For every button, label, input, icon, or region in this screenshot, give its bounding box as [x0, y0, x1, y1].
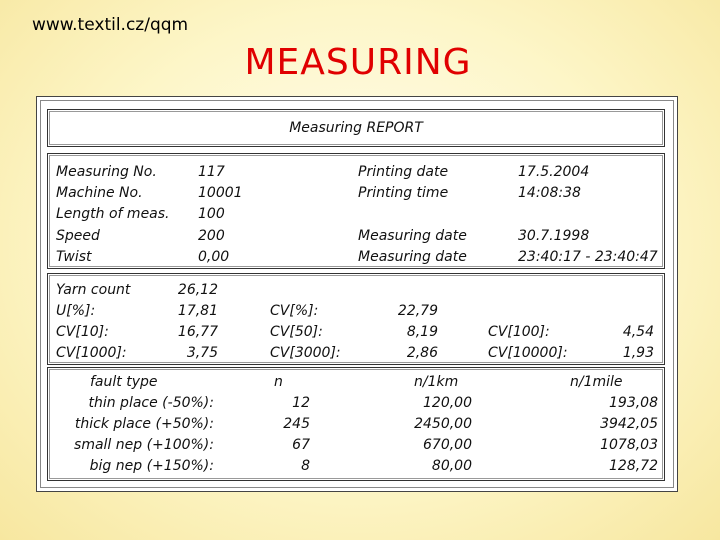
site-url: www.textil.cz/qqm [32, 15, 189, 35]
machine-no-value: 10001 [198, 185, 243, 201]
fault-type: thick place (+50%): [74, 416, 214, 432]
speed-value: 200 [198, 228, 225, 244]
measuring-date-label: Measuring date [358, 228, 467, 244]
yarn-count-value: 26,12 [177, 282, 218, 298]
fault-n-per-km: 670,00 [423, 437, 472, 453]
n-per-mile-header: n/1mile [570, 374, 623, 390]
fault-type: small nep (+100%): [74, 437, 214, 453]
fault-n: 12 [292, 395, 310, 411]
cv50-label: CV[50]: [270, 324, 323, 340]
cv50-value: 8,19 [406, 324, 438, 340]
page-title: MEASURING [244, 42, 472, 83]
measuring-date-2-label: Measuring date [358, 249, 467, 265]
u-label: U[%]: [56, 303, 96, 319]
cv3000-label: CV[3000]: [270, 345, 341, 361]
machine-no-label: Machine No. [56, 185, 143, 201]
fault-n-per-mile: 128,72 [609, 458, 658, 474]
measuring-time-value: 23:40:17 - 23:40:47 [518, 249, 658, 265]
measurement-info-box [47, 153, 665, 269]
fault-n-per-mile: 1078,03 [600, 437, 658, 453]
length-value: 100 [198, 206, 225, 222]
n-header: n [274, 374, 283, 390]
cv-label: CV[%]: [270, 303, 319, 319]
report-heading: Measuring REPORT [289, 120, 423, 136]
fault-n: 8 [301, 458, 310, 474]
printing-date-value: 17.5.2004 [518, 164, 590, 180]
fault-n-per-km: 120,00 [423, 395, 472, 411]
cv100-value: 4,54 [622, 324, 654, 340]
fault-n: 245 [283, 416, 310, 432]
measuring-no-label: Measuring No. [56, 164, 157, 180]
cv3000-value: 2,86 [406, 345, 438, 361]
fault-n: 67 [292, 437, 310, 453]
measuring-report [36, 96, 678, 492]
cv10000-label: CV[10000]: [488, 345, 568, 361]
measuring-no-value: 117 [198, 164, 225, 180]
fault-n-per-km: 80,00 [431, 458, 472, 474]
fault-table-box [47, 367, 665, 481]
fault-n-per-mile: 193,08 [609, 395, 658, 411]
printing-time-label: Printing time [358, 185, 449, 201]
cv10-label: CV[10]: [56, 324, 109, 340]
twist-value: 0,00 [198, 249, 230, 265]
u-value: 17,81 [177, 303, 218, 319]
fault-n-per-km: 2450,00 [414, 416, 472, 432]
report-heading-box [47, 109, 665, 147]
twist-label: Twist [56, 249, 92, 265]
cv-value: 22,79 [397, 303, 438, 319]
fault-type-header: fault type [90, 374, 158, 390]
cv100-label: CV[100]: [488, 324, 550, 340]
n-per-km-header: n/1km [414, 374, 459, 390]
cv1000-label: CV[1000]: [56, 345, 127, 361]
cv10-value: 16,77 [177, 324, 218, 340]
fault-type: big nep (+150%): [89, 458, 214, 474]
fault-type: thin place (-50%): [88, 395, 214, 411]
cv1000-value: 3,75 [186, 345, 218, 361]
length-label: Length of meas. [56, 206, 170, 222]
evenness-stats-box [47, 273, 665, 365]
speed-label: Speed [56, 228, 100, 244]
printing-date-label: Printing date [358, 164, 449, 180]
fault-n-per-mile: 3942,05 [600, 416, 658, 432]
measuring-date-value: 30.7.1998 [518, 228, 590, 244]
cv10000-value: 1,93 [622, 345, 654, 361]
yarn-count-label: Yarn count [56, 282, 131, 298]
printing-time-value: 14:08:38 [518, 185, 581, 201]
